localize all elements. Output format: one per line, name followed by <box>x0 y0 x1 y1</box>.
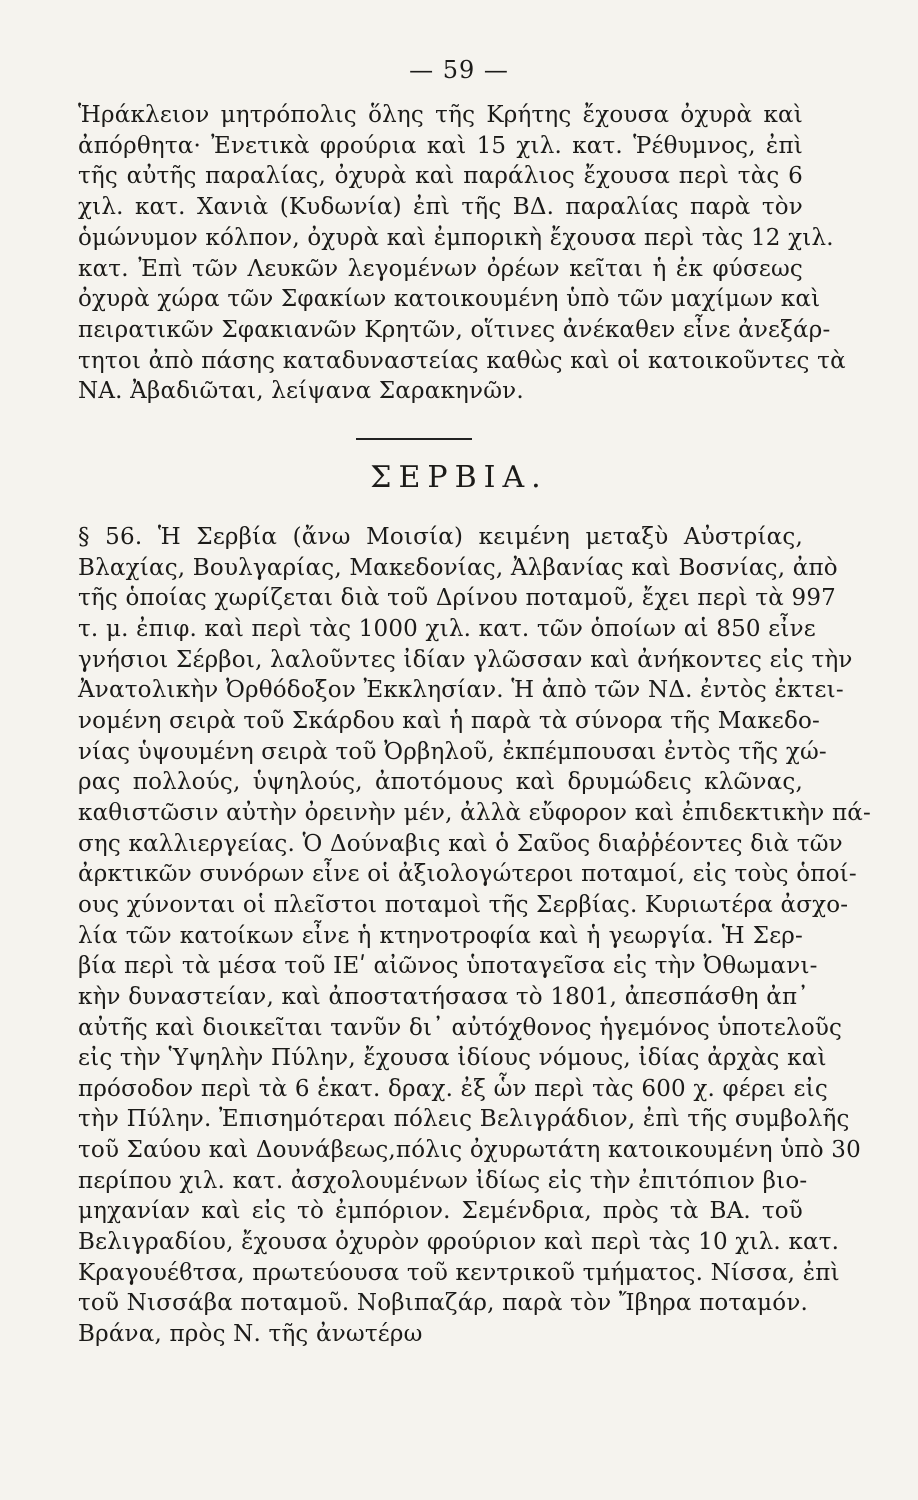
text-line: ἀρκτικῶν συνόρων εἶνε οἱ ἀξιολογώτεροι ποταμοί, εἰς τοὺς ὁποί- <box>78 861 857 888</box>
text-line: λία τῶν κατοίκων εἶνε ἡ κτηνοτροφία καὶ ἡ γεωργία. Ἡ Σερ- <box>78 922 803 949</box>
text-line: τὴν Πύλην. Ἐπισημότεραι πόλεις Βελιγράδιον, ἐπὶ τῆς συμβολῆς <box>78 1106 850 1133</box>
page-number: — 59 — <box>409 56 509 84</box>
text-line: νίας ὑψουμένη σειρὰ τοῦ Ὀρβηλοῦ, ἐκπέμπουσαι ἐντὸς τῆς χώ- <box>78 738 827 765</box>
text-line: Βράνα, πρὸς Ν. τῆς ἀνωτέρω <box>78 1321 423 1348</box>
text-line: Ἡράκλειον μητρόπολις ὅλης τῆς Κρήτης ἔχουσα ὀχυρὰ καὶ <box>78 102 803 128</box>
text-line: ὁμώνυμον κόλπον, ὀχυρὰ καὶ ἐμπορικὴ ἔχουσα περὶ τὰς 12 χιλ. <box>78 224 834 251</box>
text-line: νομένη σειρὰ τοῦ Σκάρδου καὶ ἡ παρὰ τὰ σύνορα τῆς Μακεδο- <box>78 707 821 734</box>
text-line: μηχανίαν καὶ εἰς τὸ ἐμπόριον. Σεμένδρια, πρὸς τὰ ΒΑ. τοῦ <box>78 1198 803 1225</box>
text-line: αὐτῆς καὶ διοικεῖται τανῦν δι᾽ αὐτόχθονος ἡγεμόνος ὑποτελοῦς <box>78 1014 843 1041</box>
text-line: βία περὶ τὰ μέσα τοῦ ΙΕʹ αἰῶνος ὑποταγεῖσα εἰς τὴν Ὀθωμανι- <box>78 953 818 980</box>
section-divider <box>356 438 472 440</box>
text-line: Βελιγραδίου, ἔχουσα ὀχυρὸν φρούριον καὶ περὶ τὰς 10 χιλ. κατ. <box>78 1229 840 1256</box>
text-line: ὀχυρὰ χώρα τῶν Σφακίων κατοικουμένη ὑπὸ τῶν μαχίμων καὶ <box>78 286 821 313</box>
text-line: Ἀνατολικὴν Ὀρθόδοξον Ἐκκλησίαν. Ἡ ἀπὸ τῶν ΝΔ. ἐντὸς ἐκτει- <box>78 677 844 704</box>
text-line: γνήσιοι Σέρβοι, λαλοῦντες ἰδίαν γλῶσσαν καὶ ἀνήκοντες εἰς τὴν <box>78 646 853 673</box>
text-line: τῆς αὐτῆς παραλίας, ὀχυρὰ καὶ παράλιος ἔχουσα περὶ τὰς 6 <box>78 163 803 190</box>
text-line: περίπου χιλ. κατ. ἀσχολουμένων ἰδίως εἰς τὴν ἐπιτόπιον βιο- <box>78 1167 808 1194</box>
text-line: τητοι ἀπὸ πάσης καταδυναστείας καθὼς καὶ οἱ κατοικοῦντες τὰ <box>78 347 846 374</box>
text-line: ους χύνονται οἱ πλεῖστοι ποταμοὶ τῆς Σερβίας. Κυριωτέρα ἀσχο- <box>78 891 849 918</box>
text-line: κατ. Ἐπὶ τῶν Λευκῶν λεγομένων ὀρέων κεῖται ἡ ἐκ φύσεως <box>78 255 803 282</box>
text-line: ἀπόρθητα· Ἐνετικὰ φρούρια καὶ 15 χιλ. κατ. Ῥέθυμνος, ἐπὶ <box>78 132 803 159</box>
text-line: ΝΑ. Ἀβαδιῶται, λείψανα Σαρακηνῶν. <box>78 378 524 405</box>
text-line: τοῦ Σαύου καὶ Δουνάβεως,πόλις ὀχυρωτάτη κατοικουμένη ὑπὸ 30 <box>78 1137 861 1164</box>
text-line: καθιστῶσιν αὐτὴν ὀρεινὴν μέν, ἀλλὰ εὔφορον καὶ ἐπιδεκτικὴν πά- <box>78 799 871 826</box>
section-heading: ΣΕΡΒΙΑ. <box>370 460 548 495</box>
text-line: ρας πολλούς, ὑψηλούς, ἀποτόμους καὶ δρυμώδεις κλῶνας, <box>78 769 803 796</box>
serbia-paragraph <box>78 522 871 1350</box>
text-line: πειρατικῶν Σφακιανῶν Κρητῶν, οἵτινες ἀνέκαθεν εἶνε ἀνεξάρ- <box>78 316 831 343</box>
text-line: Κραγουέϐτσα, πρωτεύουσα τοῦ κεντρικοῦ τμήματος. Νίσσα, ἐπὶ <box>78 1259 840 1286</box>
text-line: πρόσοδον περὶ τὰ 6 ἑκατ. δραχ. ἐξ ὧν περὶ τὰς 600 χ. φέρει εἰς <box>78 1075 828 1102</box>
text-line: κὴν δυναστείαν, καὶ ἀποστατήσασα τὸ 1801, ἀπεσπάσθη ἀπ᾽ <box>78 983 809 1010</box>
text-line: τ. μ. ἐπιφ. καὶ περὶ τὰς 1000 χιλ. κατ. τῶν ὁποίων αἱ 850 εἶνε <box>78 615 816 642</box>
text-line: τῆς ὁποίας χωρίζεται διὰ τοῦ Δρίνου ποταμοῦ, ἔχει περὶ τὰ 997 <box>78 585 836 612</box>
crete-cities-paragraph <box>78 100 846 407</box>
text-line: § 56. Ἡ Σερβία (ἄνω Μοισία) κειμένη μεταξὺ Αὐστρίας, <box>78 524 803 550</box>
text-line: εἰς τὴν Ὑψηλὴν Πύλην, ἔχουσα ἰδίους νόμους, ἰδίας ἀρχὰς καὶ <box>78 1045 827 1072</box>
text-line: χιλ. κατ. Χανιὰ (Κυδωνία) ἐπὶ τῆς ΒΔ. παραλίας παρὰ τὸν <box>78 194 803 221</box>
text-line: τοῦ Νισσάβα ποταμοῦ. Νοβιπαζάρ, παρὰ τὸν Ἴβηρα ποταμόν. <box>78 1290 809 1317</box>
text-line: Βλαχίας, Βουλγαρίας, Μακεδονίας, Ἀλβανίας καὶ Βοσνίας, ἀπὸ <box>78 554 838 581</box>
text-line: σης καλλιεργείας. Ὁ Δούναβις καὶ ὁ Σαῦος διαῤῥέοντες διὰ τῶν <box>78 830 843 857</box>
